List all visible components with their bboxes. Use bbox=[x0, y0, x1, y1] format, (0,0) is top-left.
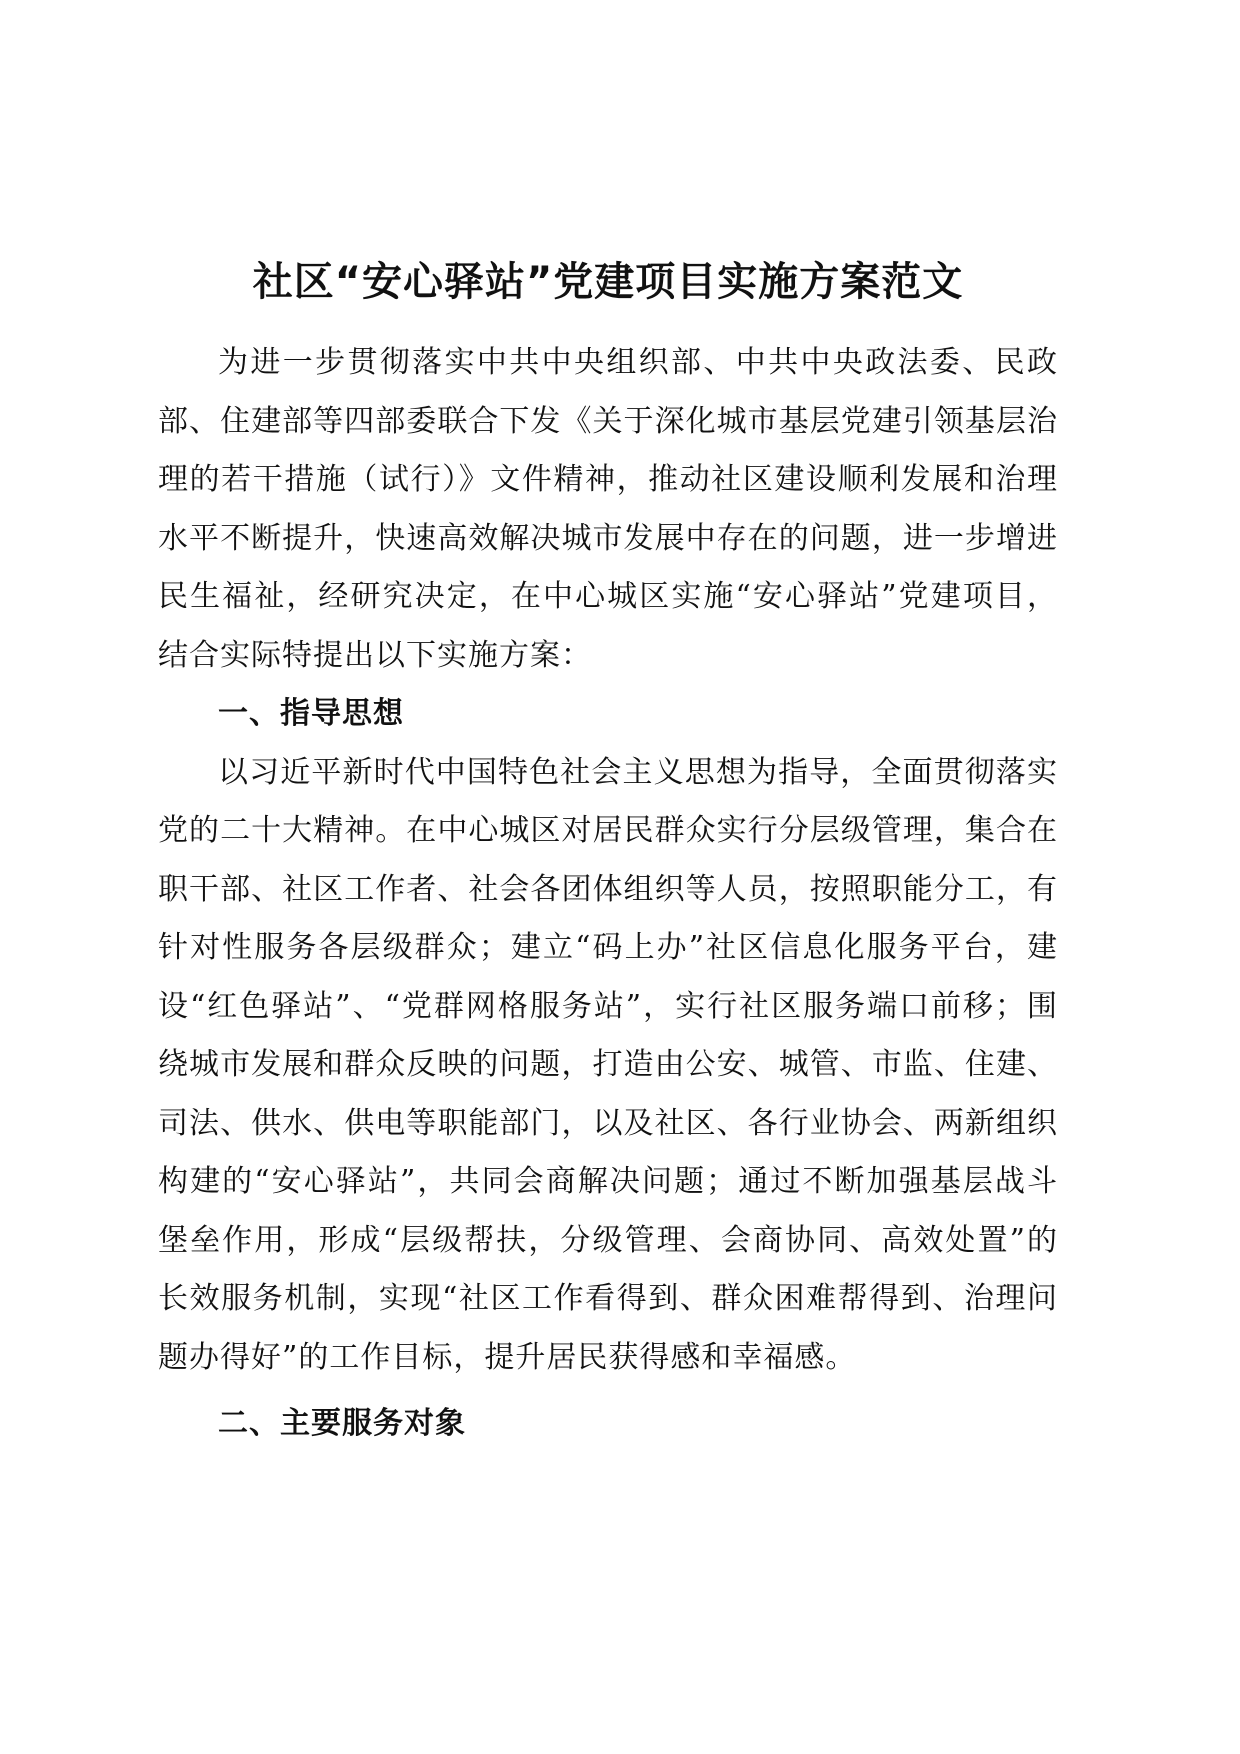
section-heading-guiding-ideology: 一、指导思想 bbox=[218, 696, 404, 731]
guiding-ideology-paragraph: 以习近平新时代中国特色社会主义思想为指导，全面贯彻落实党的二十大精神。在中心城区对居民群众实行分层级管理，集合在职干部、社区工作者、社会各团体组织等人员，按照职能分工，有针对性服务各层级群众；建立“码上办”社区信息化服务平台，建设“红色驿站”、“党群网格服务站”，实行社区服务端口前移；围绕城市发展和群众反映的问题，打造由公安、城管、市监、住建、司法、供水、供电等职能部门，以及社区、各行业协会、两新组织构建的“安心驿站”，共同会商解决问题；通过不断加强基层战斗堡垒作用，形成“层级帮扶，分级管理、会商协同、高效处置”的长效服务机制，实现“社区工作看得到、群众困难帮得到、治理问题办得好”的工作目标，提升居民获得感和幸福感。 bbox=[158, 754, 1058, 1375]
document-body bbox=[158, 250, 1058, 1454]
document-title: 社区“安心驿站”党建项目实施方案范文 bbox=[252, 259, 964, 305]
section-heading-service-targets: 二、主要服务对象 bbox=[218, 1406, 466, 1441]
intro-paragraph: 为进一步贯彻落实中共中央组织部、中共中央政法委、民政部、住建部等四部委联合下发《关于深化城市基层党建引领基层治理的若干措施（试行）》文件精神，推动社区建设顺利发展和治理水平不断提升，快速高效解决城市发展中存在的问题，进一步增进民生福祉，经研究决定，在中心城区实施“安心驿站”党建项目，结合实际特提出以下实施方案： bbox=[158, 345, 1058, 673]
